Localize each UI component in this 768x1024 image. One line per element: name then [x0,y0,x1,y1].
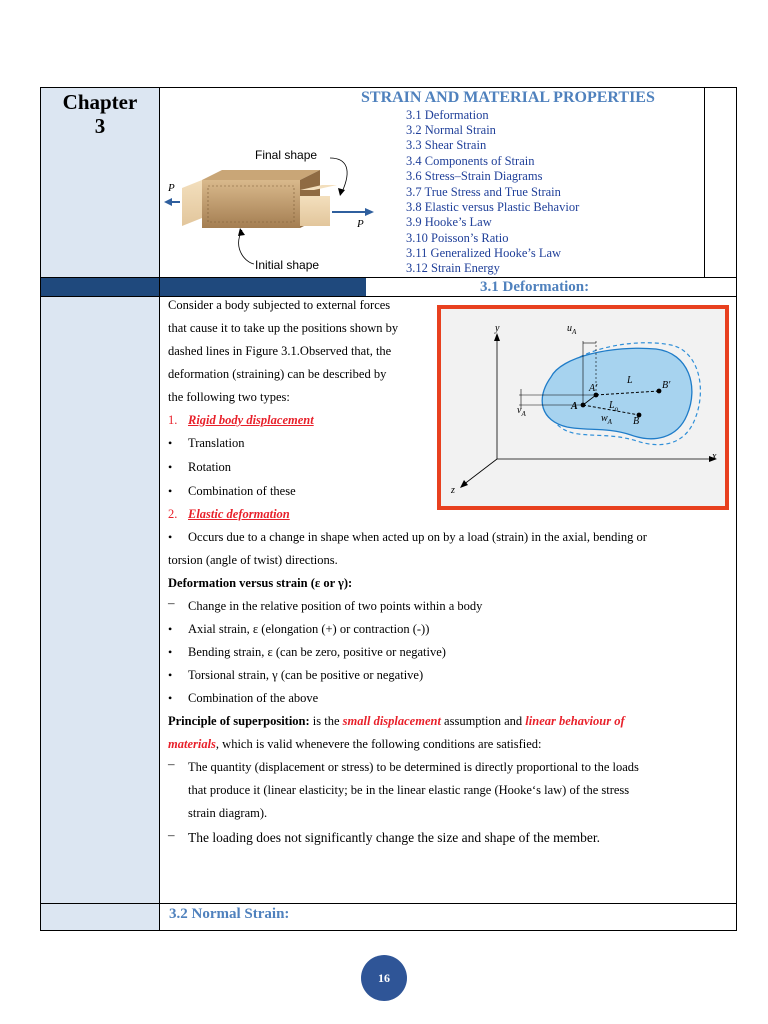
superposition-line-1 [168,710,625,733]
dvs-item: Axial strain, ε (elongation (+) or contraction (-)) [188,622,430,636]
type1-item: Combination of these [188,484,296,498]
page-number-badge [361,955,407,1001]
intro-line: that cause it to take up the positions shown by [168,321,399,335]
point-B-prime-label: B′ [662,380,671,391]
table-col-divider [159,87,160,931]
bullet-icon: • [168,484,173,498]
final-shape-label: Final shape [255,148,318,162]
table-border-left [40,87,41,931]
dvs-item: Bending strain, ε (can be zero, positive or negative) [188,645,446,659]
Lo-label [609,400,618,413]
page-number: 16 [378,970,390,985]
intro-line: the following two types: [168,390,290,404]
bullet-icon: • [168,460,173,474]
dvs-heading: Deformation versus strain (ε or γ): [168,576,353,590]
superposition-text: , which is valid whenevere the following conditions are satisfied: [215,737,542,751]
type1-heading: Rigid body displacement [188,413,314,427]
axis-y-label: y [495,323,500,334]
bullet-icon: • [168,645,173,659]
type2-heading: Elastic deformation [188,507,290,521]
intro-line: dashed lines in Figure 3.1.Observed that, the [168,344,392,358]
wA-symbol: w [601,413,608,424]
condition-1: that produce it (linear elasticity; be in the linear elastic range (Hooke‘s law) of the stress [188,783,630,797]
point-B-label: B [633,416,640,427]
left-column-bg [41,297,159,903]
dvs-item: Torsional strain, γ (can be positive or negative) [188,668,424,682]
table-border-bottom [40,930,737,931]
uA-symbol: u [567,323,572,334]
table-rule [40,277,737,278]
initial-shape-label: Initial shape [255,258,320,272]
superposition-label: Principle of superposition: [168,714,310,728]
table-border-top [40,87,737,88]
vA-symbol: v [517,405,522,416]
condition-1: strain diagram). [188,806,268,820]
wA-label [601,413,612,426]
displacement-diagram [441,309,725,506]
figure-3-1-frame [437,305,729,510]
type1-item: Translation [188,436,245,450]
uA-label [567,323,576,336]
intro-line: Consider a body subjected to external forces [168,298,391,312]
intro-line: deformation (straining) can be described by [168,367,387,381]
axis-x-label: x [712,451,717,462]
vA-label [517,405,526,418]
table-header-divider [704,87,705,277]
chapter-label [41,90,159,138]
materials-term: materials [168,737,216,751]
toc-item[interactable]: 3.2 Normal Strain [406,123,496,137]
dash-icon: – [168,756,175,771]
toc-item[interactable]: 3.4 Components of Strain [406,154,535,168]
Lo-symbol: L [609,400,615,411]
point-A-label: A [571,401,578,412]
superposition-text: assumption and [440,714,526,728]
condition-2: The loading does not significantly change the size and shape of the member. [188,830,601,845]
load-label-right: P [357,218,364,230]
toc-item[interactable]: 3.9 Hooke’s Law [406,215,492,229]
axis-z-label: z [451,485,455,496]
toc-item[interactable]: 3.10 Poisson’s Ratio [406,231,509,245]
bullet-icon: • [168,530,173,544]
linear-behaviour-term: linear behaviour of [525,714,625,728]
toc-item[interactable]: 3.8 Elastic versus Plastic Behavior [406,200,580,214]
load-label-left: P [168,182,175,194]
type2-desc: Occurs due to a change in shape when acted up on by a load (strain) in the axial, bending or [188,530,647,544]
type2-number: 2. [168,507,178,521]
section-heading-3-1: 3.1 Deformation: [480,279,590,295]
dvs-item: Combination of the above [188,691,319,705]
type2-desc: torsion (angle of twist) directions. [168,553,338,567]
Lo-subscript: o [614,405,619,413]
left-column-bg-2 [41,904,159,930]
uA-subscript: A [572,328,577,336]
table-border-right [736,87,737,931]
dash-icon: – [168,595,175,610]
condition-1: The quantity (displacement or stress) to be determined is directly proportional to the loads [188,760,639,774]
superposition-line-2 [168,733,542,756]
superposition-text: is the [309,714,343,728]
bullet-icon: • [168,691,173,705]
type1-item: Rotation [188,460,232,474]
L-label: L [627,375,633,386]
toc-item[interactable]: 3.7 True Stress and True Strain [406,185,561,199]
small-displacement-term: small displacement [342,714,441,728]
chapter-title: STRAIN AND MATERIAL PROPERTIES [361,89,655,106]
section-heading-3-2: 3.2 Normal Strain: [169,906,290,922]
toc-item[interactable]: 3.11 Generalized Hooke’s Law [406,246,562,260]
point-A-prime-label: A′ [589,383,598,394]
dvs-dash-item: Change in the relative position of two points within a body [188,599,483,613]
table-rule [40,903,737,904]
vA-subscript: A [521,410,526,418]
toc-item[interactable]: 3.3 Shear Strain [406,138,487,152]
chapter-number: 3 [94,114,106,138]
type1-number: 1. [168,413,178,427]
bullet-icon: • [168,668,173,682]
bullet-icon: • [168,622,173,636]
dash-icon: – [168,827,175,842]
toc-item[interactable]: 3.1 Deformation [406,108,489,122]
toc-item[interactable]: 3.12 Strain Energy [406,261,500,275]
wA-subscript: A [607,418,612,426]
chapter-word: Chapter [62,90,138,114]
toc-item[interactable]: 3.6 Stress–Strain Diagrams [406,169,543,183]
bullet-icon: • [168,436,173,450]
